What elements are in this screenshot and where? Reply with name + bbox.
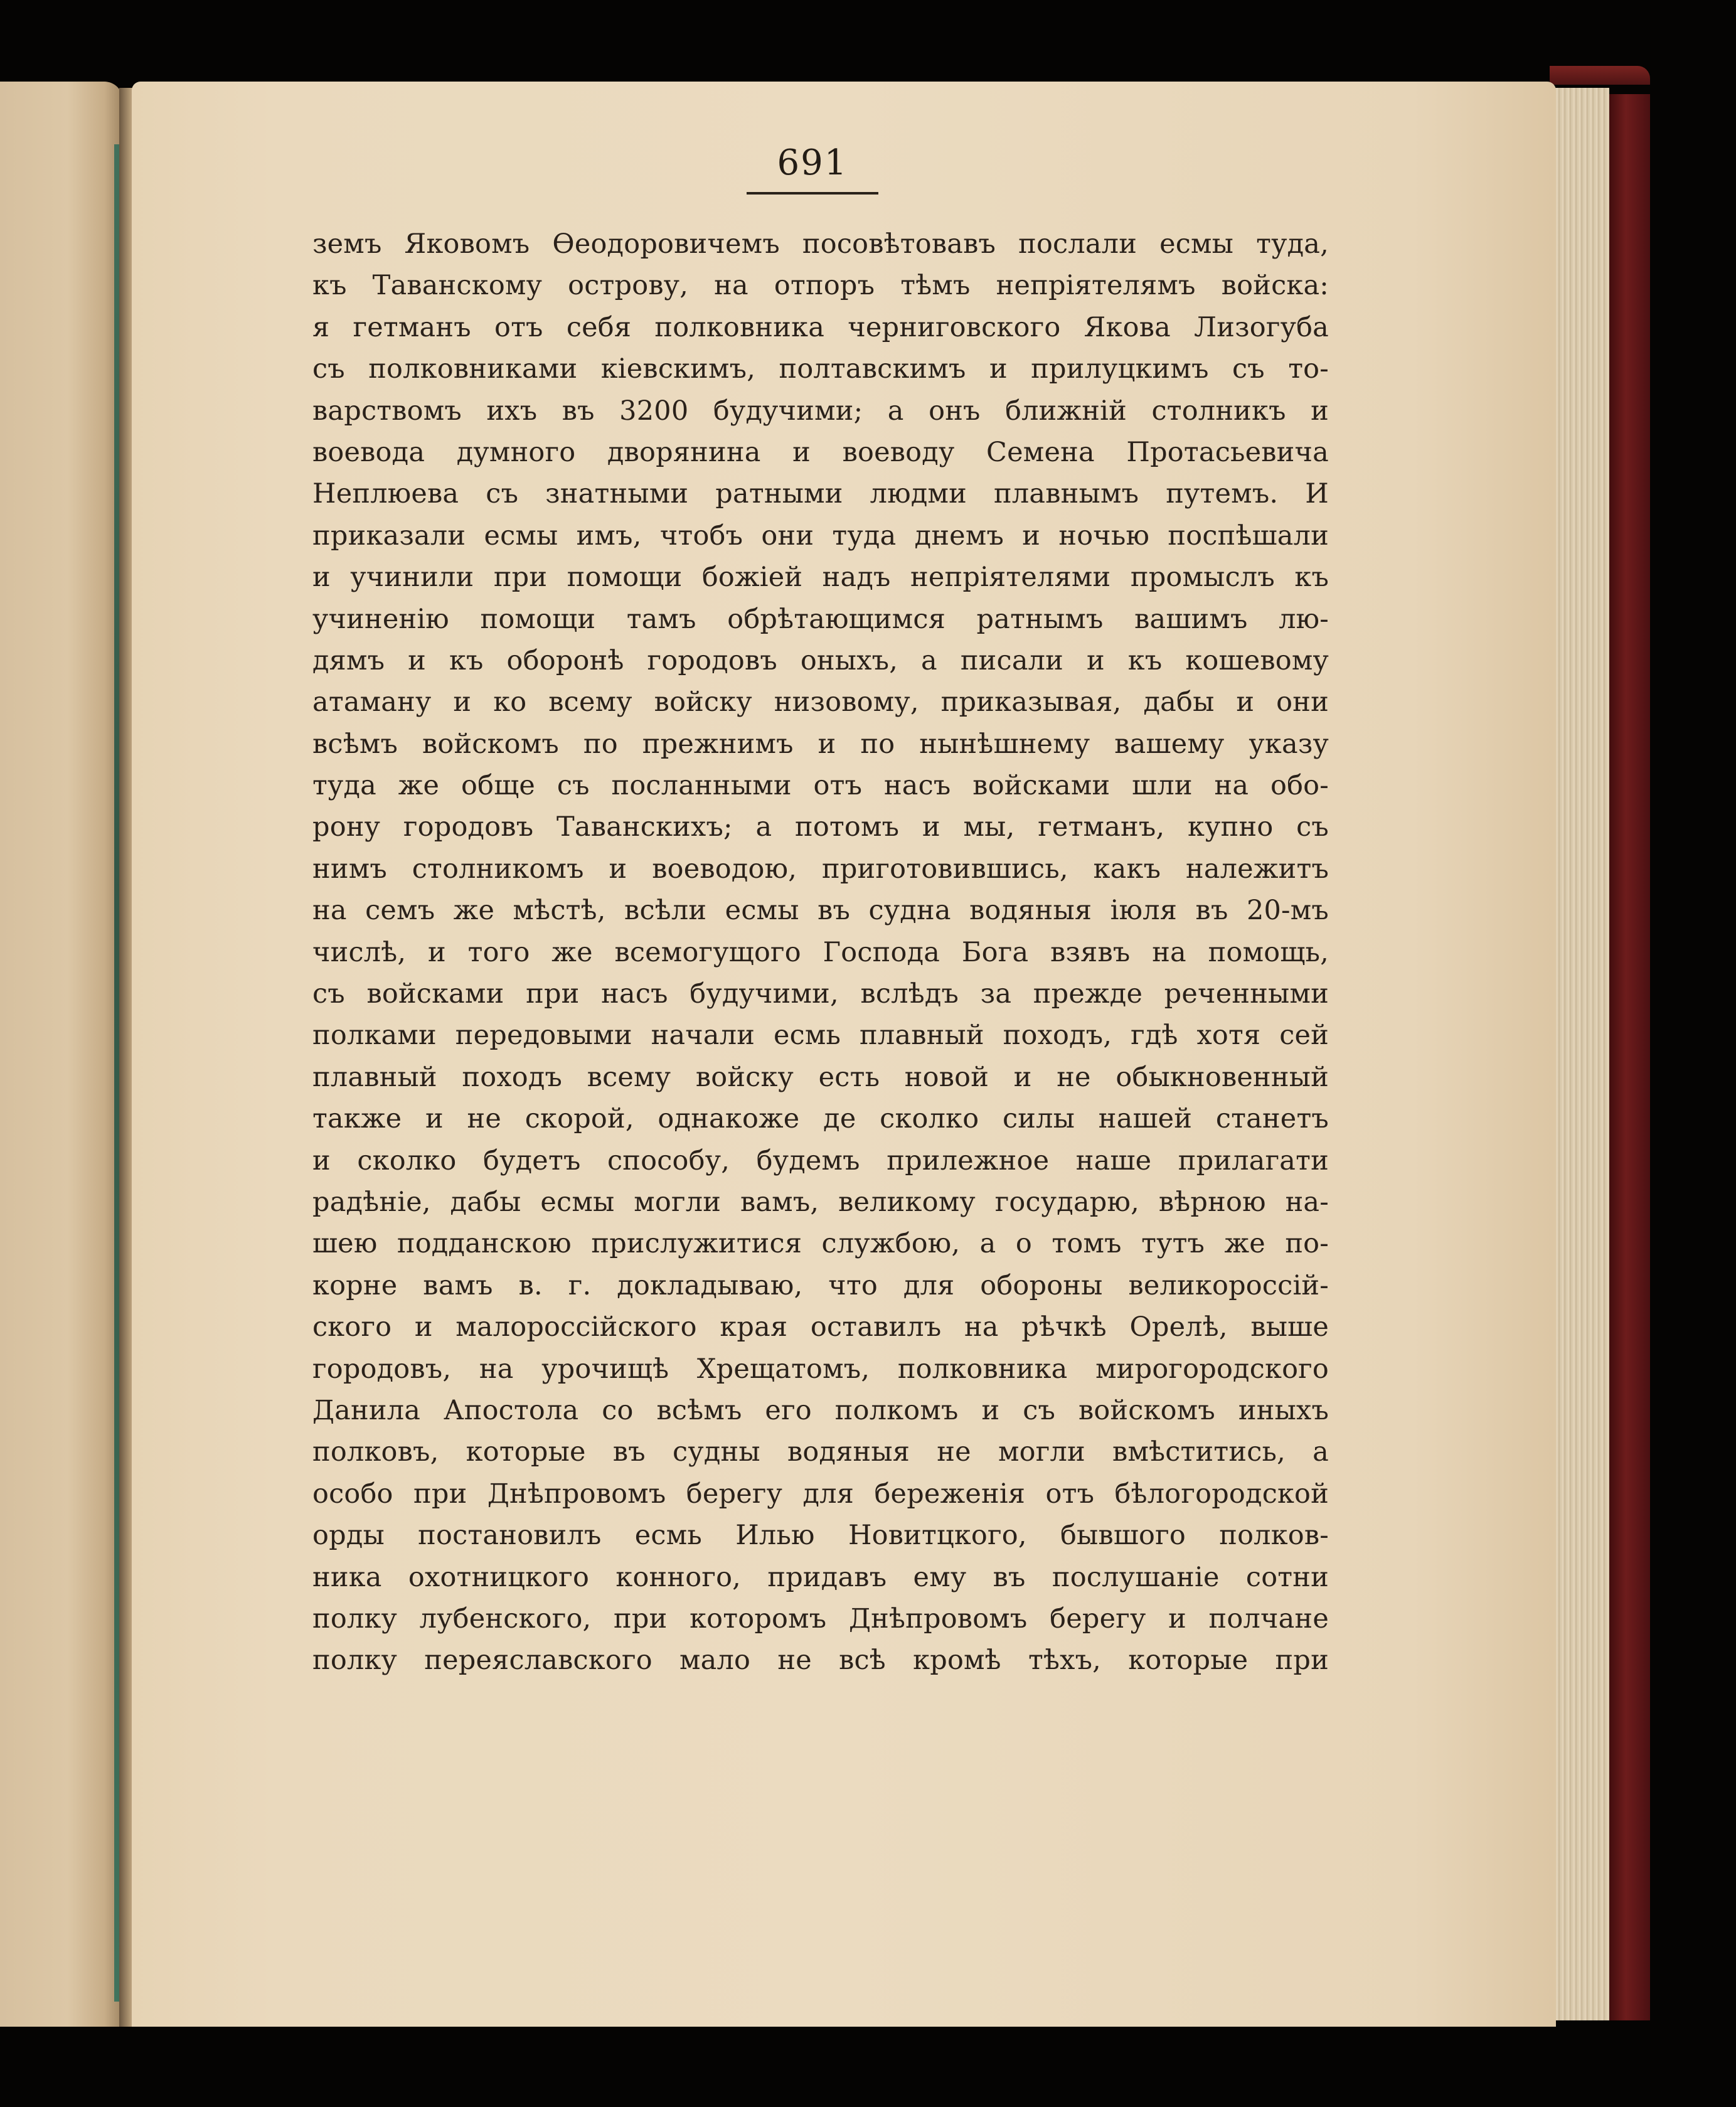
text-line: полковъ, которые въ судны водяныя не могли вмѣститись, а	[312, 1436, 1329, 1468]
cover-top-rim	[1550, 66, 1650, 85]
body-text	[312, 223, 1329, 1682]
text-line: Данила Апостола со всѣмъ его полкомъ и съ войскомъ иныхъ	[312, 1394, 1329, 1426]
text-line: корне вамъ в. г. докладываю, что для обороны великороссій-	[312, 1269, 1329, 1301]
text-line: плавный походъ всему войску есть новой и не обыкновенный	[312, 1061, 1329, 1093]
text-line: рону городовъ Таванскихъ; а потомъ и мы, гетманъ, купно съ	[312, 811, 1329, 843]
page-stack-edge	[1550, 88, 1609, 2020]
text-line: воевода думного дворянина и воеводу Семена Протасьевича	[312, 436, 1329, 468]
text-line: шею подданскою прислужитися службою, а о томъ тутъ же по-	[312, 1228, 1329, 1260]
text-line: Неплюева съ знатными ратными людми плавнымъ путемъ. И	[312, 478, 1329, 510]
text-line: съ войсками при насъ будучими, вслѣдъ за прежде реченными	[312, 978, 1329, 1010]
text-line: полку лубенского, при которомъ Днѣпровомъ берегу и полчане	[312, 1603, 1329, 1635]
text-line: также и не скорой, однакоже де сколко силы нашей станетъ	[312, 1103, 1329, 1135]
page-number-block	[747, 138, 878, 195]
text-line: особо при Днѣпровомъ берегу для береженія отъ бѣлогородской	[312, 1478, 1329, 1510]
text-line: къ Таванскому острову, на отпоръ тѣмъ непріятелямъ войска:	[312, 270, 1329, 302]
text-line: приказали есмы имъ, чтобъ они туда днемъ и ночью поспѣшали	[312, 520, 1329, 552]
text-line: полку переяславского мало не всѣ кромѣ тѣхъ, которые при	[312, 1645, 1329, 1677]
page-number-underline	[747, 192, 878, 195]
text-line: туда же обще съ посланными отъ насъ войсками шли на обо-	[312, 770, 1329, 802]
text-line: ника охотницкого конного, придавъ ему въ послушаніе сотни	[312, 1561, 1329, 1593]
text-line: учиненію помощи тамъ обрѣтающимся ратнымъ вашимъ лю-	[312, 603, 1329, 635]
text-line: съ полковниками кіевскимъ, полтавскимъ и прилуцкимъ съ то-	[312, 353, 1329, 385]
text-line: и учинили при помощи божіей надъ непріятелями промыслъ къ	[312, 562, 1329, 594]
book-cover-edge	[1606, 94, 1650, 2020]
text-line: на семъ же мѣстѣ, всѣли есмы въ судна водяныя іюля въ 20-мъ	[312, 895, 1329, 927]
text-line: всѣмъ войскомъ по прежнимъ и по нынѣшнему вашему указу	[312, 728, 1329, 760]
page-number: 691	[777, 142, 848, 183]
text-line: городовъ, на урочищѣ Хрещатомъ, полковника мирогородского	[312, 1353, 1329, 1385]
text-line: числѣ, и того же всемогущого Господа Бога взявъ на помощь,	[312, 936, 1329, 968]
text-line: дямъ и къ оборонѣ городовъ оныхъ, а писали и къ кошевому	[312, 644, 1329, 676]
text-line: атаману и ко всему войску низовому, приказывая, дабы и они	[312, 686, 1329, 718]
text-line: я гетманъ отъ себя полковника черниговского Якова Лизогуба	[312, 311, 1329, 343]
text-line: радѣніе, дабы есмы могли вамъ, великому государю, вѣрною на-	[312, 1186, 1329, 1218]
text-line: варствомъ ихъ въ 3200 будучими; а онъ ближній столникъ и	[312, 395, 1329, 427]
text-line: полками передовыми начали есмь плавный походъ, гдѣ хотя сей	[312, 1020, 1329, 1052]
left-page-edge	[0, 82, 123, 2027]
text-line: земъ Яковомъ Ѳеодоровичемъ посовѣтовавъ послали есмы туда,	[312, 228, 1329, 260]
text-line: нимъ столникомъ и воеводою, приготовившись, какъ належитъ	[312, 853, 1329, 885]
text-line: орды постановилъ есмь Илью Новитцкого, бывшого полков-	[312, 1520, 1329, 1552]
text-line: и сколко будетъ способу, будемъ прилежное наше прилагати	[312, 1144, 1329, 1176]
text-line: ского и малороссійского края оставилъ на рѣчкѣ Орелѣ, выше	[312, 1311, 1329, 1343]
